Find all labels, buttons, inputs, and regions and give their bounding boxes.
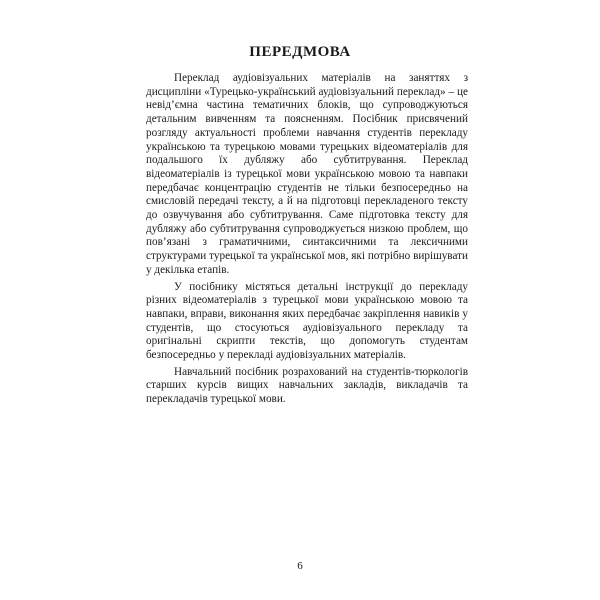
paragraph-1: Переклад аудіовізуальних матеріалів на заняттях з дисципліни «Турецько-український аудіовізуальний переклад» – це невід’ємна частина тематичних блоків, що супроводжуються детальним вивченням та поясненням. Посібник присвячений розгляду актуальності проблеми навчання студентів перекладу українською та турецькою мовами турецьких відеоматеріалів для подальшого їх дубляжу або субтитрування. Переклад відеоматеріалів із турецької мови українською мовою та навпаки передбачає концентрацію студентів не тільки безпосередньо на смисловій передачі тексту, а й на підготовці перекладеного тексту до озвучування або субтитрування. Саме підготовка тексту для дубляжу або субтитрування супроводжується низкою проблем, що пов’язані з граматичними, синтаксичними та лексичними структурами турецької та української мов, які потрібно вирішувати у декілька етапів. (146, 72, 468, 276)
page-title: ПЕРЕДМОВА (249, 44, 351, 60)
paragraph-3: Навчальний посібник розрахований на студентів-тюркологів старших курсів вищих навчальних закладів, викладачів та перекладачів турецької мови. (146, 365, 468, 406)
document-body (146, 72, 468, 410)
page-number: 6 (297, 560, 303, 572)
paragraph-2: У посібнику містяться детальні інструкції до перекладу різних відеоматеріалів з турецької мови українською мовою та навпаки, вправи, виконання яких передбачає закріплення навиків у студентів, що стосуються аудіовізуального перекладу та оригінальні скрипти текстів, що допомогуть студентам безпосередньо у перекладі аудіовізуальних матеріалів. (146, 280, 468, 362)
